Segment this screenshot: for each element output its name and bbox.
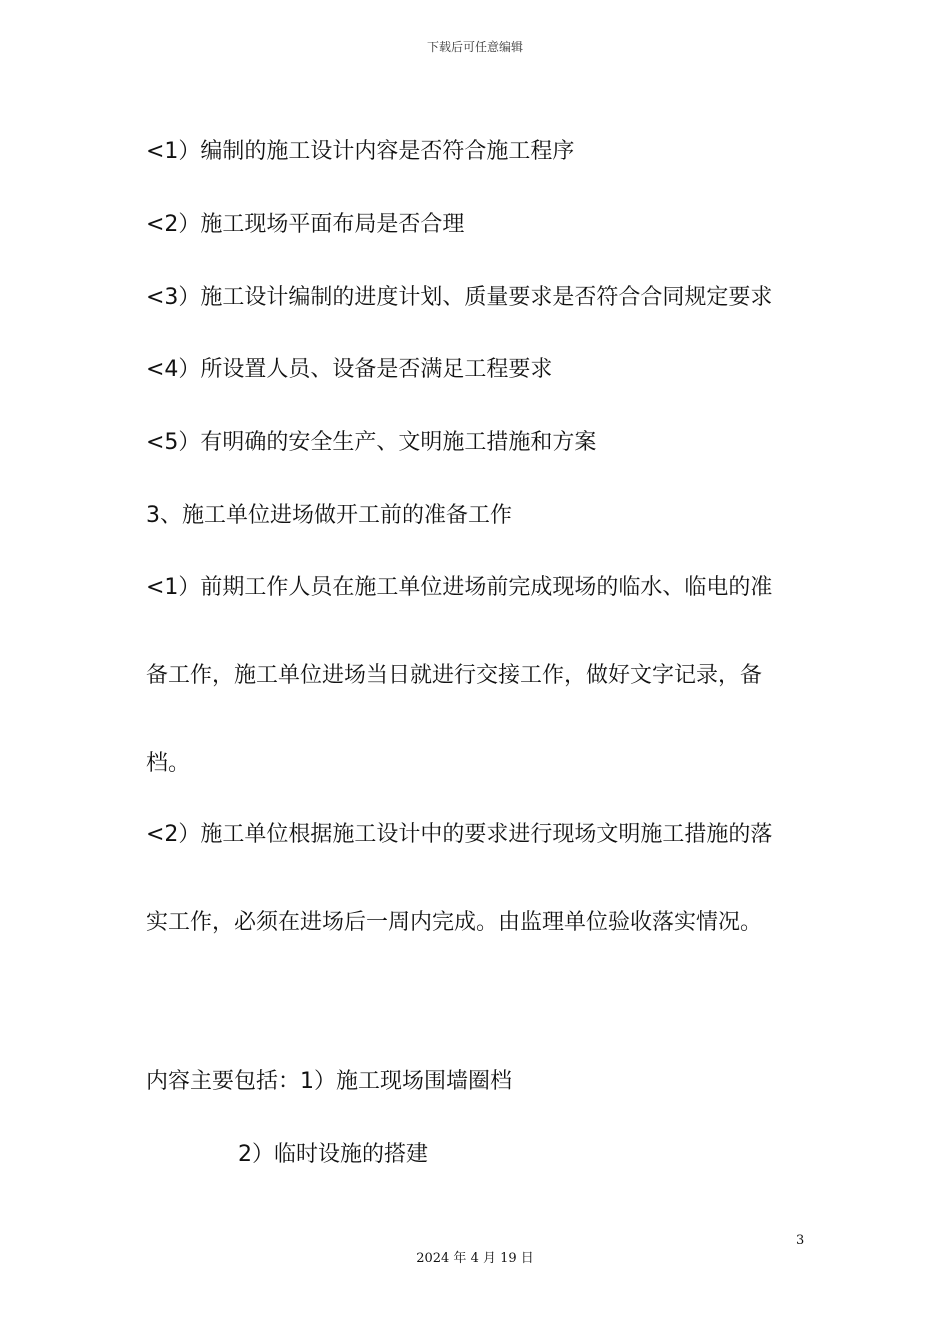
- body-line-10: <2）施工单位根据施工设计中的要求进行现场文明施工措施的落: [146, 822, 773, 847]
- body-line-1: <1）编制的施工设计内容是否符合施工程序: [146, 139, 575, 164]
- body-line-13: 2）临时设施的搭建: [238, 1142, 428, 1167]
- body-line-7: <1）前期工作人员在施工单位进场前完成现场的临水、临电的准: [146, 575, 773, 600]
- body-line-12: 内容主要包括：1）施工现场围墙圈档: [146, 1069, 512, 1094]
- page-header: 下载后可任意编辑: [426, 40, 523, 54]
- body-line-8: 备工作，施工单位进场当日就进行交接工作，做好文字记录，备: [146, 663, 763, 688]
- body-line-4: <4）所设置人员、设备是否满足工程要求: [146, 357, 553, 382]
- body-line-3: <3）施工设计编制的进度计划、质量要求是否符合合同规定要求: [146, 285, 773, 310]
- body-line-9: 档。: [146, 751, 191, 776]
- page-number: 3: [796, 1233, 805, 1248]
- footer-date: 2024 年 4 月 19 日: [416, 1251, 534, 1266]
- body-line-5: <5）有明确的安全生产、文明施工措施和方案: [146, 430, 597, 455]
- section-heading-3: 3、施工单位进场做开工前的准备工作: [146, 503, 512, 528]
- body-line-11: 实工作，必须在进场后一周内完成。由监理单位验收落实情况。: [146, 910, 763, 935]
- body-line-2: <2）施工现场平面布局是否合理: [146, 212, 465, 237]
